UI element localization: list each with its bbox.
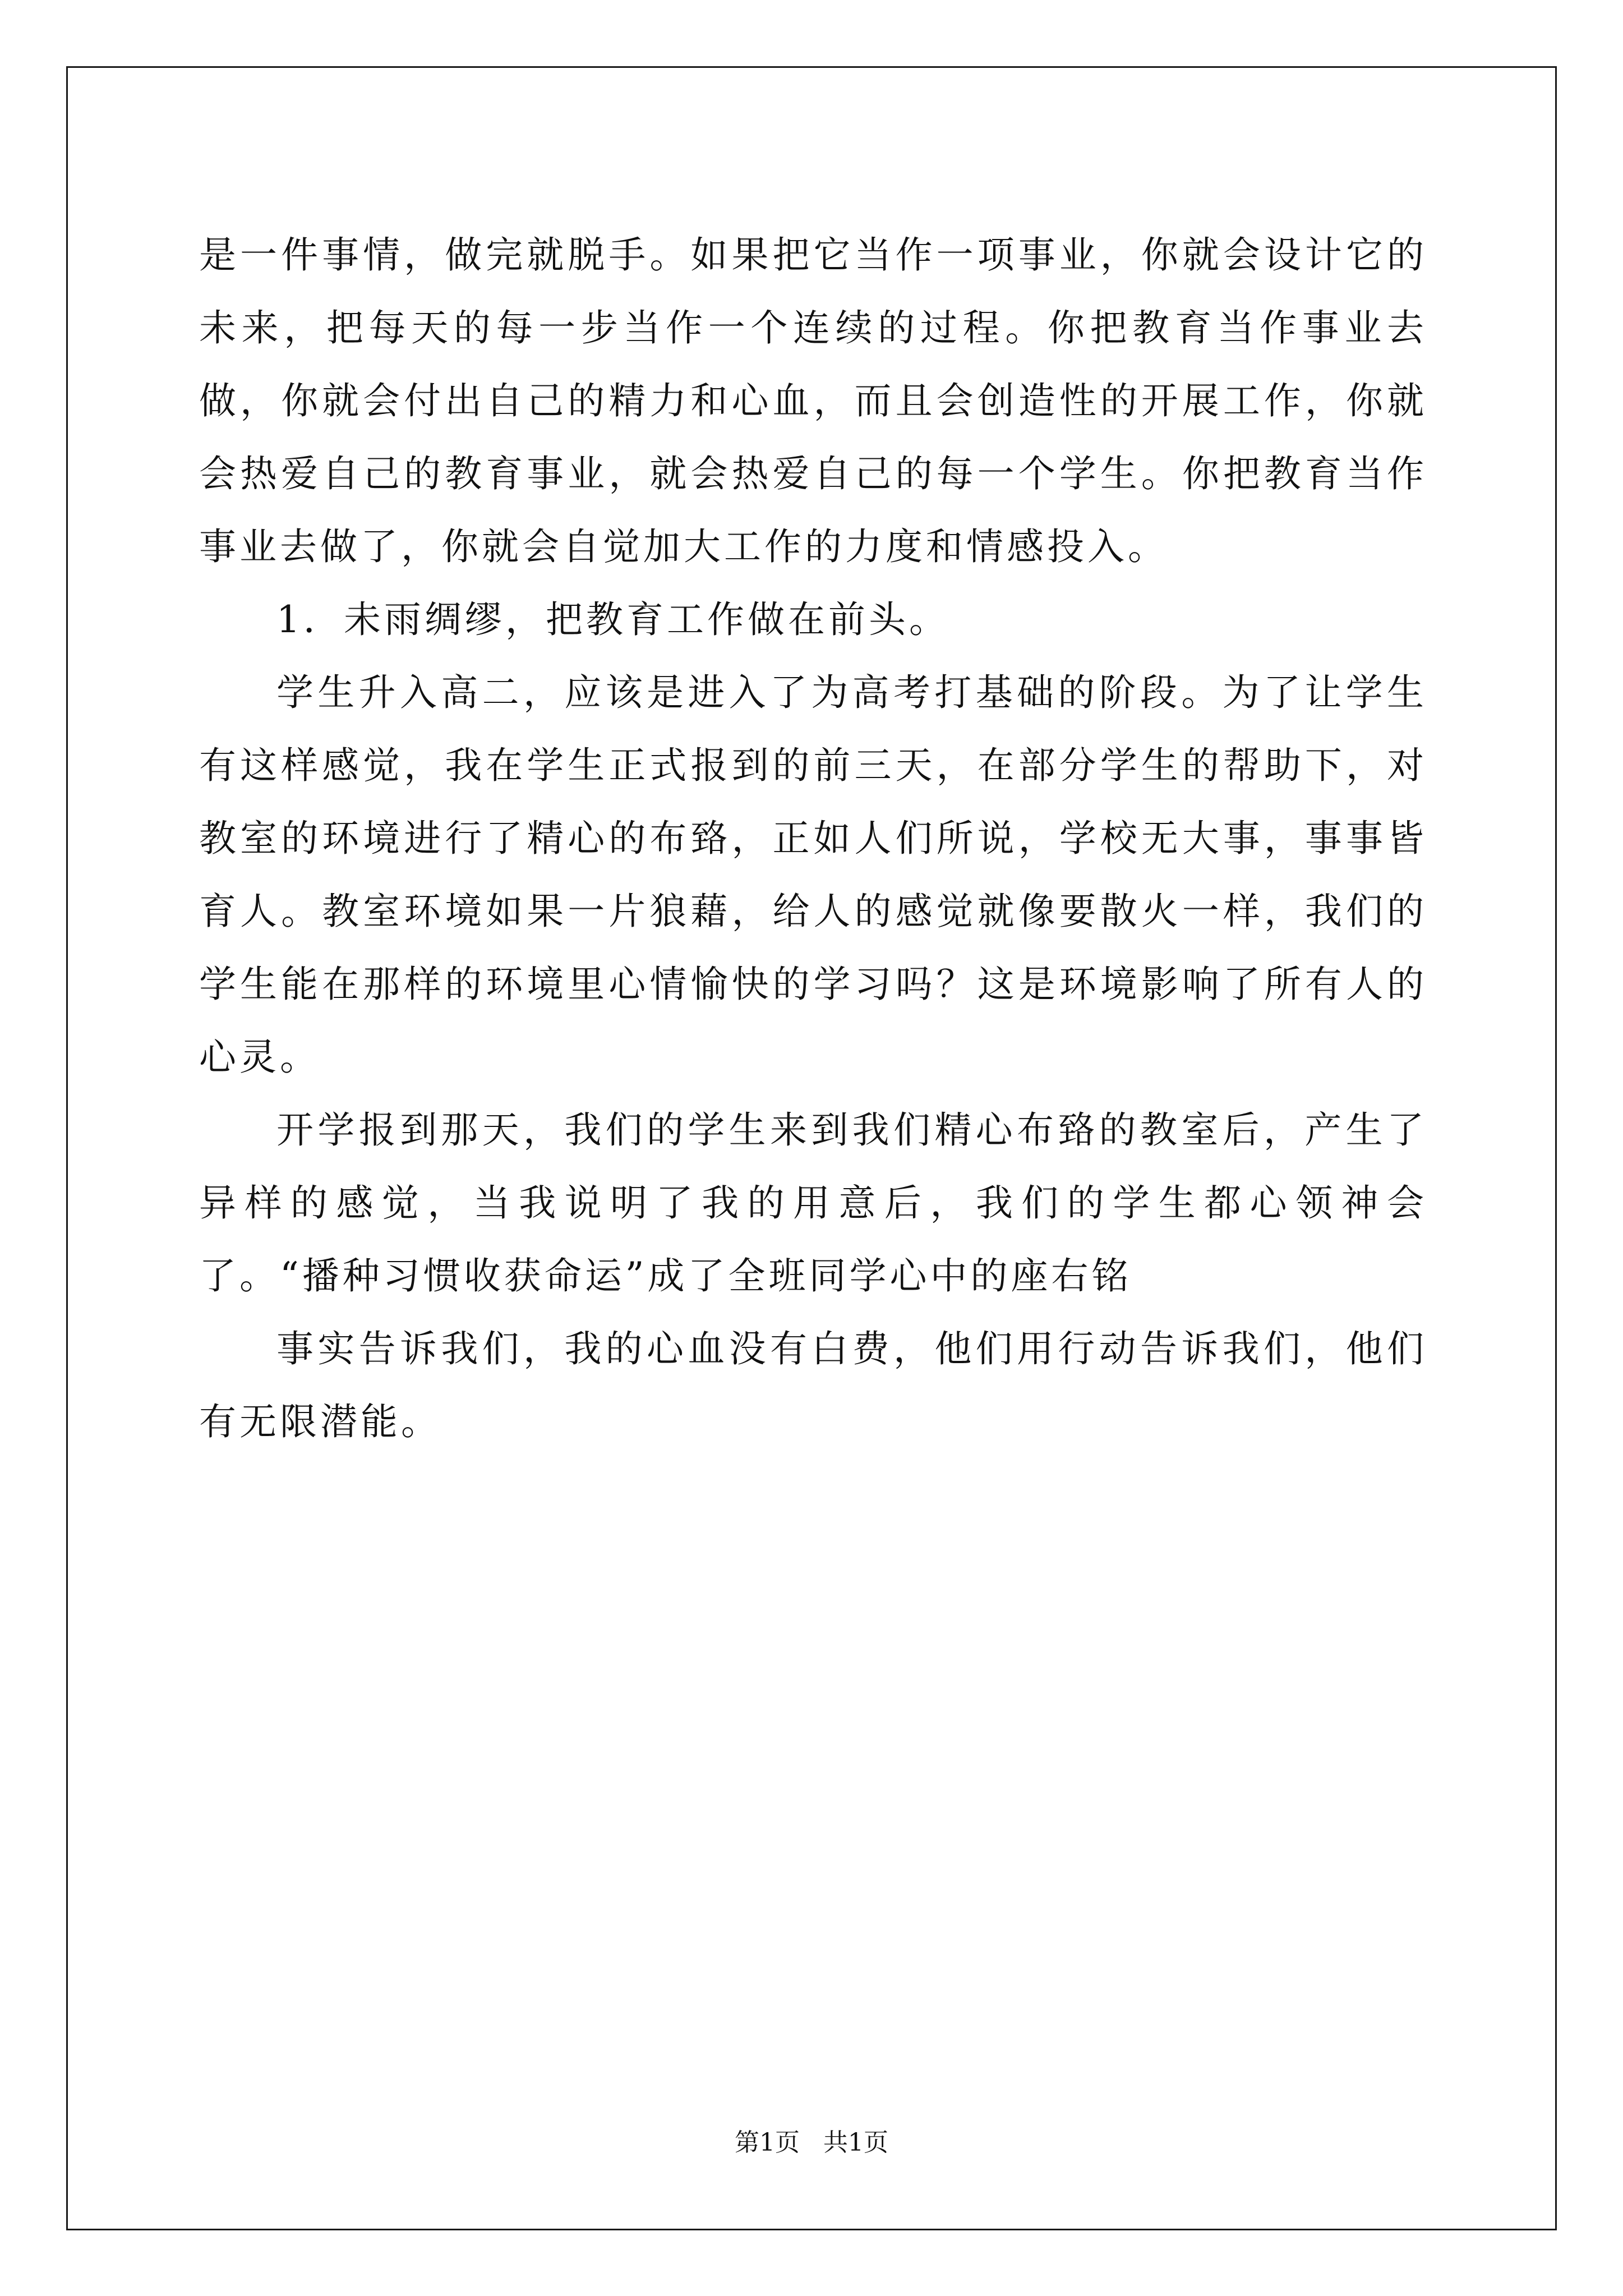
document-body [199, 219, 1427, 1458]
paragraph-heading-1: 1．未雨绸缪，把教育工作做在前头。 [276, 598, 949, 641]
paragraph-classroom: 学生升入高二，应该是进入了为高考打基础的阶段。为了让学生有这样感觉，我在学生正式报到的前三天，在部分学生的帮助下，对教室的环境进行了精心的布臵，正如人们所说，学校无大事，事事皆育人。教室环境如果一片狼藉，给人的感觉就像要散火一样，我们的学生能在那样的环境里心情愉快的学习吗？这是环境影响了所有人的心灵。 [199, 671, 1427, 1079]
paragraph-conclusion: 事实告诉我们，我的心血没有白费，他们用行动告诉我们，他们有无限潜能。 [199, 1327, 1427, 1443]
paragraph-continuation: 是一件事情，做完就脱手。如果把它当作一项事业，你就会设计它的未来，把每天的每一步当作一个连续的过程。你把教育当作事业去做，你就会付出自己的精力和心血，而且会创造性的开展工作，你就会热爱自己的教育事业，就会热爱自己的每一个学生。你把教育当作事业去做了，你就会自觉加大工作的力度和情感投入。 [199, 233, 1427, 568]
page-number-footer: 第1页 共1页 [735, 2128, 888, 2157]
paragraph-first-day: 开学报到那天，我们的学生来到我们精心布臵的教室后，产生了异样的感觉，当我说明了我的用意后，我们的学生都心领神会了。“播种习惯收获命运”成了全班同学心中的座右铭 [199, 1108, 1427, 1297]
